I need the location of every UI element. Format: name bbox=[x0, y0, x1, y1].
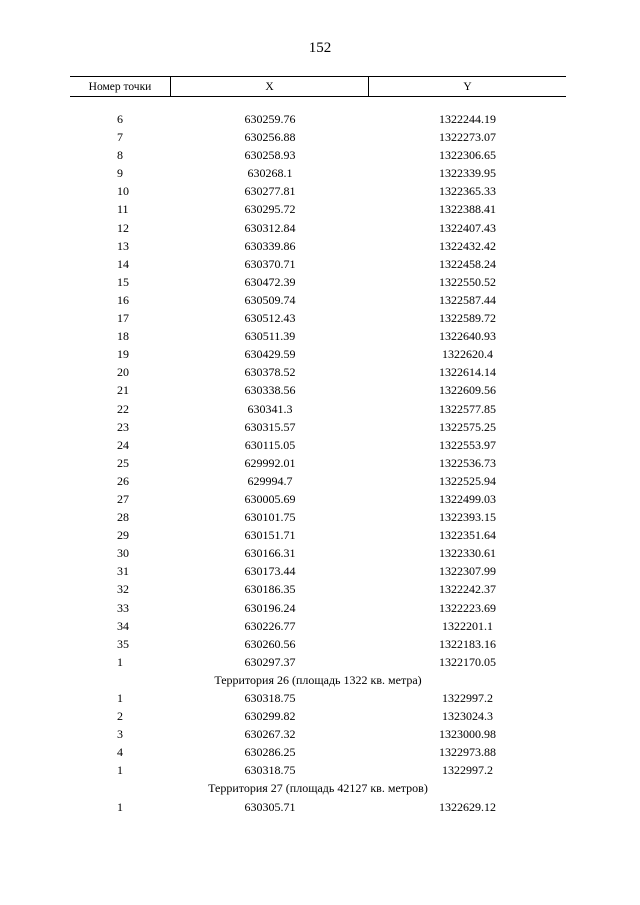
y-coordinate-cell: 1322201.1 bbox=[442, 618, 493, 633]
point-number-cell: 10 bbox=[117, 184, 129, 199]
territory-heading bbox=[70, 671, 566, 689]
y-coordinate-cell: 1322330.61 bbox=[439, 546, 496, 561]
y-coordinate-cell: 1322553.97 bbox=[439, 437, 496, 452]
y-coordinate-cell: 1322499.03 bbox=[439, 491, 496, 506]
y-coordinate-cell: 1322223.69 bbox=[439, 600, 496, 615]
point-number-cell: 22 bbox=[117, 401, 129, 416]
y-coordinate-cell: 1322273.07 bbox=[439, 130, 496, 145]
table-row bbox=[70, 381, 566, 399]
y-coordinate-cell: 1322432.42 bbox=[439, 238, 496, 253]
y-coordinate-cell: 1323000.98 bbox=[439, 727, 496, 742]
x-coordinate-cell: 630370.71 bbox=[244, 256, 296, 271]
y-coordinate-cell: 1322365.33 bbox=[439, 184, 496, 199]
y-coordinate-cell: 1322640.93 bbox=[439, 329, 496, 344]
table-row bbox=[70, 798, 566, 816]
table-row bbox=[70, 363, 566, 381]
table-row bbox=[70, 418, 566, 436]
table-row bbox=[70, 436, 566, 454]
x-coordinate-cell: 630305.71 bbox=[244, 799, 296, 814]
x-coordinate-cell: 630318.75 bbox=[244, 691, 296, 705]
point-number-cell: 29 bbox=[117, 528, 129, 543]
x-coordinate-cell: 630186.35 bbox=[244, 582, 296, 597]
table-row bbox=[70, 743, 566, 761]
y-coordinate-cell: 1322393.15 bbox=[439, 510, 496, 525]
table-row bbox=[70, 400, 566, 418]
x-coordinate-cell: 630315.57 bbox=[244, 419, 296, 434]
table-row bbox=[70, 219, 566, 237]
table-row bbox=[70, 689, 566, 707]
point-number-cell: 31 bbox=[117, 564, 129, 579]
x-coordinate-cell: 629992.01 bbox=[244, 455, 296, 470]
point-number-cell: 13 bbox=[117, 238, 129, 253]
point-number-cell: 25 bbox=[117, 455, 129, 470]
coordinates-table-body bbox=[70, 110, 566, 816]
table-row bbox=[70, 454, 566, 472]
table-row bbox=[70, 725, 566, 743]
point-number-cell: 19 bbox=[117, 347, 129, 362]
x-coordinate-cell: 630295.72 bbox=[244, 202, 296, 217]
x-coordinate-cell: 630299.82 bbox=[244, 709, 296, 724]
x-coordinate-cell: 630277.81 bbox=[244, 184, 296, 199]
header-x: X bbox=[171, 77, 369, 96]
page-number: 152 bbox=[308, 40, 332, 56]
y-coordinate-cell: 1322306.65 bbox=[439, 148, 496, 163]
x-coordinate-cell: 630297.37 bbox=[244, 654, 296, 669]
x-coordinate-cell: 630511.39 bbox=[244, 329, 296, 344]
point-number-cell: 1 bbox=[117, 691, 123, 705]
x-coordinate-cell: 630341.3 bbox=[247, 401, 293, 416]
x-coordinate-cell: 630260.56 bbox=[244, 636, 296, 651]
y-coordinate-cell: 1322589.72 bbox=[439, 311, 496, 326]
point-number-cell: 6 bbox=[117, 112, 123, 126]
table-row bbox=[70, 761, 566, 779]
y-coordinate-cell: 1322307.99 bbox=[439, 564, 496, 579]
y-coordinate-cell: 1322629.12 bbox=[439, 799, 496, 814]
x-coordinate-cell: 630318.75 bbox=[244, 763, 296, 778]
point-number-cell: 1 bbox=[117, 763, 123, 778]
y-coordinate-cell: 1322614.14 bbox=[439, 365, 496, 380]
point-number-cell: 2 bbox=[117, 709, 123, 724]
y-coordinate-cell: 1322973.88 bbox=[439, 745, 496, 760]
table-row bbox=[70, 182, 566, 200]
y-coordinate-cell: 1322458.24 bbox=[439, 256, 496, 271]
x-coordinate-cell: 630267.32 bbox=[244, 727, 296, 742]
table-row bbox=[70, 508, 566, 526]
y-coordinate-cell: 1322388.41 bbox=[439, 202, 496, 217]
table-row bbox=[70, 562, 566, 580]
table-row bbox=[70, 580, 566, 598]
point-number-cell: 20 bbox=[117, 365, 129, 380]
header-y: Y bbox=[463, 80, 472, 93]
y-coordinate-cell: 1322997.2 bbox=[442, 763, 493, 778]
table-row bbox=[70, 472, 566, 490]
x-coordinate-cell: 630312.84 bbox=[244, 220, 296, 235]
x-coordinate-cell: 630429.59 bbox=[244, 347, 296, 362]
x-coordinate-cell: 630509.74 bbox=[244, 292, 296, 307]
y-coordinate-cell: 1322183.16 bbox=[439, 636, 496, 651]
y-coordinate-cell: 1322339.95 bbox=[439, 166, 496, 181]
point-number-cell: 1 bbox=[117, 654, 123, 669]
point-number-cell: 30 bbox=[117, 546, 129, 561]
y-coordinate-cell: 1322997.2 bbox=[442, 691, 493, 705]
table-row bbox=[70, 490, 566, 508]
y-coordinate-cell: 1322525.94 bbox=[439, 473, 496, 488]
territory-heading bbox=[70, 779, 566, 797]
point-number-cell: 1 bbox=[117, 799, 123, 814]
table-row bbox=[70, 617, 566, 635]
y-coordinate-cell: 1322170.05 bbox=[439, 654, 496, 669]
table-row bbox=[70, 255, 566, 273]
y-coordinate-cell: 1322577.85 bbox=[439, 401, 496, 416]
y-coordinate-cell: 1322587.44 bbox=[439, 292, 496, 307]
x-coordinate-cell: 630005.69 bbox=[244, 491, 296, 506]
y-coordinate-cell: 1322550.52 bbox=[439, 274, 496, 289]
point-number-cell: 18 bbox=[117, 329, 129, 344]
table-row bbox=[70, 200, 566, 218]
x-coordinate-cell: 630151.71 bbox=[244, 528, 296, 543]
point-number-cell: 12 bbox=[117, 220, 129, 235]
table-row bbox=[70, 164, 566, 182]
x-coordinate-cell: 630378.52 bbox=[244, 365, 296, 380]
point-number-cell: 3 bbox=[117, 727, 123, 742]
x-coordinate-cell: 630256.88 bbox=[244, 130, 296, 145]
x-coordinate-cell: 630226.77 bbox=[244, 618, 296, 633]
table-row bbox=[70, 544, 566, 562]
header-point-number: Номер точки bbox=[70, 77, 171, 96]
x-coordinate-cell: 629994.7 bbox=[247, 473, 293, 488]
table-row bbox=[70, 146, 566, 164]
point-number-cell: 23 bbox=[117, 419, 129, 434]
point-number-cell: 35 bbox=[117, 636, 129, 651]
x-coordinate-cell: 630472.39 bbox=[244, 274, 296, 289]
x-coordinate-cell: 630512.43 bbox=[244, 311, 296, 326]
table-row bbox=[70, 707, 566, 725]
point-number-cell: 9 bbox=[117, 166, 123, 181]
x-coordinate-cell: 630268.1 bbox=[247, 166, 293, 181]
point-number-cell: 21 bbox=[117, 383, 129, 398]
point-number-cell: 7 bbox=[117, 130, 123, 145]
territory-heading-text: Территория 27 (площадь 42127 кв. метров) bbox=[208, 781, 428, 796]
point-number-cell: 16 bbox=[117, 292, 129, 307]
y-coordinate-cell: 1323024.3 bbox=[442, 709, 493, 724]
x-coordinate-cell: 630338.56 bbox=[244, 383, 296, 398]
point-number-cell: 8 bbox=[117, 148, 123, 163]
table-row bbox=[70, 635, 566, 653]
table-row bbox=[70, 526, 566, 544]
territory-heading-text: Территория 26 (площадь 1322 кв. метра) bbox=[214, 672, 422, 687]
y-coordinate-cell: 1322351.64 bbox=[439, 528, 496, 543]
point-number-cell: 11 bbox=[117, 202, 129, 217]
x-coordinate-cell: 630166.31 bbox=[244, 546, 296, 561]
point-number-cell: 33 bbox=[117, 600, 129, 615]
x-coordinate-cell: 630101.75 bbox=[244, 510, 296, 525]
y-coordinate-cell: 1322242.37 bbox=[439, 582, 496, 597]
table-row bbox=[70, 599, 566, 617]
table-header bbox=[70, 76, 566, 97]
point-number-cell: 15 bbox=[117, 274, 129, 289]
x-coordinate-cell: 630115.05 bbox=[244, 437, 296, 452]
table-row bbox=[70, 273, 566, 291]
point-number-cell: 24 bbox=[117, 437, 129, 452]
table-row bbox=[70, 128, 566, 146]
table-row bbox=[70, 291, 566, 309]
point-number-cell: 34 bbox=[117, 618, 129, 633]
y-coordinate-cell: 1322609.56 bbox=[439, 383, 496, 398]
point-number-cell: 32 bbox=[117, 582, 129, 597]
point-number-cell: 28 bbox=[117, 510, 129, 525]
table-row bbox=[70, 345, 566, 363]
x-coordinate-cell: 630173.44 bbox=[244, 564, 296, 579]
y-coordinate-cell: 1322575.25 bbox=[439, 419, 496, 434]
point-number-cell: 4 bbox=[117, 745, 123, 760]
x-coordinate-cell: 630196.24 bbox=[244, 600, 296, 615]
table-row bbox=[70, 237, 566, 255]
table-row bbox=[70, 327, 566, 345]
point-number-cell: 27 bbox=[117, 491, 129, 506]
y-coordinate-cell: 1322407.43 bbox=[439, 220, 496, 235]
x-coordinate-cell: 630259.76 bbox=[244, 112, 296, 126]
table-row bbox=[70, 110, 566, 128]
point-number-cell: 17 bbox=[117, 311, 129, 326]
y-coordinate-cell: 1322244.19 bbox=[439, 112, 496, 126]
point-number-cell: 26 bbox=[117, 473, 129, 488]
table-row bbox=[70, 653, 566, 671]
x-coordinate-cell: 630258.93 bbox=[244, 148, 296, 163]
point-number-cell: 14 bbox=[117, 256, 129, 271]
table-row bbox=[70, 309, 566, 327]
x-coordinate-cell: 630339.86 bbox=[244, 238, 296, 253]
y-coordinate-cell: 1322536.73 bbox=[439, 455, 496, 470]
x-coordinate-cell: 630286.25 bbox=[244, 745, 296, 760]
y-coordinate-cell: 1322620.4 bbox=[442, 347, 493, 362]
